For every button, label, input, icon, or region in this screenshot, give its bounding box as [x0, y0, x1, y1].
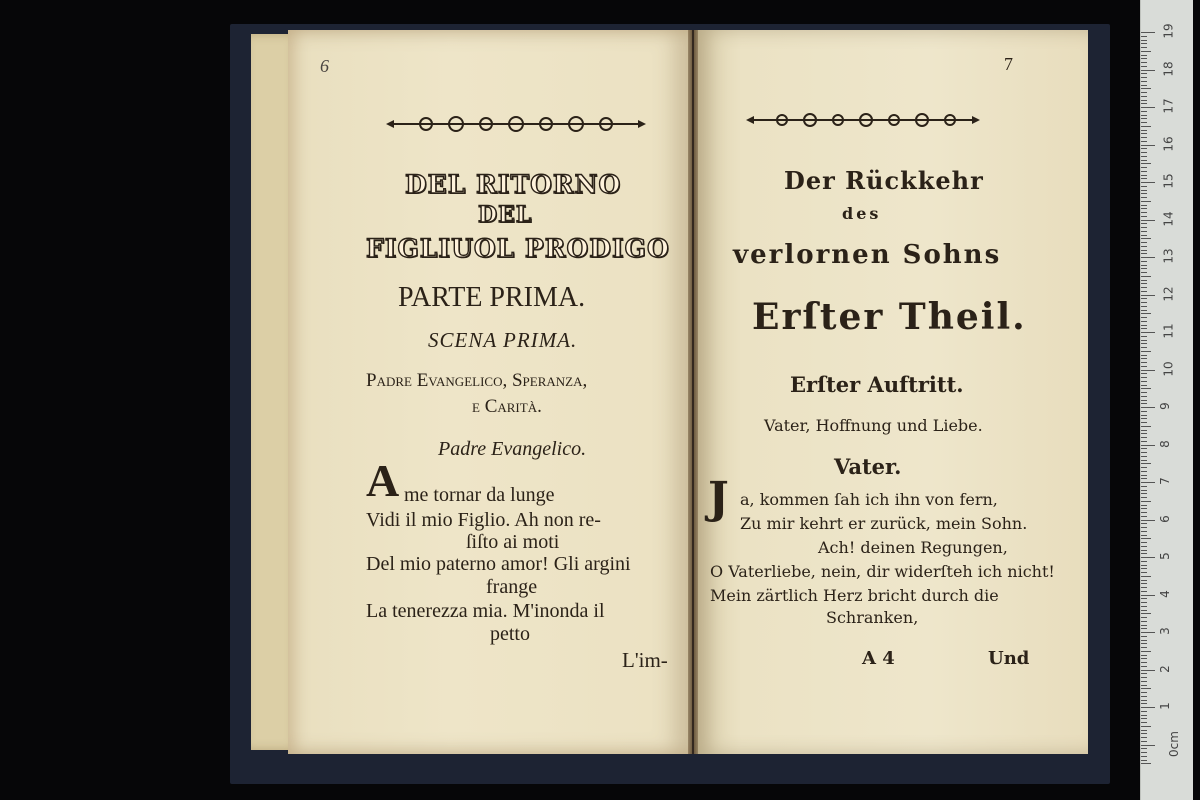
- ruler-tick: [1141, 205, 1147, 206]
- ruler-tick: [1141, 640, 1147, 641]
- ruler-tick: [1141, 36, 1147, 37]
- ruler-tick: [1141, 595, 1155, 596]
- left-title-line2: DEL: [478, 202, 533, 228]
- ruler-tick: [1141, 332, 1155, 333]
- ruler-tick: [1141, 377, 1147, 378]
- ruler-tick: [1141, 621, 1147, 622]
- ruler-tick: [1141, 673, 1147, 674]
- ruler-tick: [1141, 568, 1147, 569]
- ruler-tick: [1141, 756, 1147, 757]
- ruler-tick: [1141, 70, 1155, 71]
- ruler-number: 1: [1157, 702, 1172, 710]
- ruler-tick: [1141, 310, 1147, 311]
- ruler-tick: [1141, 651, 1151, 652]
- ruler-tick: [1141, 276, 1151, 277]
- ruler-tick: [1141, 655, 1147, 656]
- ruler-tick: [1141, 347, 1147, 348]
- ruler-tick: [1141, 677, 1147, 678]
- right-title-line3: verlornen Sohns: [733, 240, 1002, 270]
- ruler-tick: [1141, 535, 1147, 536]
- ruler-tick: [1141, 463, 1151, 464]
- ruler-tick: [1141, 175, 1147, 176]
- ruler-tick: [1141, 583, 1147, 584]
- ruler-tick: [1141, 148, 1147, 149]
- ruler-tick: [1141, 396, 1147, 397]
- ruler-tick: [1141, 591, 1147, 592]
- ruler-tick: [1141, 715, 1147, 716]
- right-verse-line: Schranken,: [826, 608, 919, 627]
- ruler-tick: [1141, 688, 1151, 689]
- ruler-tick: [1141, 358, 1147, 359]
- right-characters: Vater, Hoffnung und Liebe.: [764, 416, 983, 435]
- ruler-tick: [1141, 156, 1147, 157]
- ruler-tick: [1141, 321, 1147, 322]
- ruler-number: 13: [1161, 248, 1176, 264]
- ruler-tick: [1141, 55, 1147, 56]
- ruler-tick: [1141, 58, 1147, 59]
- ruler-tick: [1141, 141, 1147, 142]
- ruler-tick: [1141, 512, 1147, 513]
- ruler-tick: [1141, 550, 1147, 551]
- ruler-tick: [1141, 291, 1147, 292]
- ruler-tick: [1141, 336, 1147, 337]
- ruler-tick: [1141, 235, 1147, 236]
- ruler-tick: [1141, 257, 1155, 258]
- ruler-tick: [1141, 137, 1147, 138]
- ruler-tick: [1141, 133, 1147, 134]
- ruler-tick: [1141, 475, 1147, 476]
- ruler-number: 0cm: [1166, 730, 1181, 757]
- right-scene-heading: Erſter Auftritt.: [790, 372, 964, 397]
- right-verse-line: O Vaterliebe, nein, dir widerſteh ich nicht!: [710, 562, 1055, 581]
- left-title-line1: DEL RITORNO: [405, 170, 622, 199]
- ruler-tick: [1141, 505, 1147, 506]
- ruler-tick: [1141, 362, 1147, 363]
- ruler-number: 15: [1161, 173, 1176, 189]
- ruler-tick: [1141, 197, 1147, 198]
- ruler-tick: [1141, 81, 1147, 82]
- ruler-number: 3: [1157, 627, 1172, 635]
- ruler-tick: [1141, 115, 1147, 116]
- ruler-tick: [1141, 422, 1147, 423]
- ruler-tick: [1141, 580, 1147, 581]
- ruler-tick: [1141, 208, 1147, 209]
- ruler-tick: [1141, 302, 1147, 303]
- ruler-tick: [1141, 538, 1151, 539]
- ruler-tick: [1141, 227, 1147, 228]
- ruler-tick: [1141, 527, 1147, 528]
- ruler-tick: [1141, 295, 1155, 296]
- ruler-tick: [1141, 516, 1147, 517]
- ruler-tick: [1141, 201, 1151, 202]
- ruler-tick: [1141, 92, 1147, 93]
- ruler-tick: [1141, 403, 1147, 404]
- ruler-number: 7: [1157, 477, 1172, 485]
- left-title-line3: FIGLIUOL PRODIGO: [366, 234, 670, 263]
- ruler-tick: [1141, 261, 1147, 262]
- ruler-tick: [1141, 32, 1155, 33]
- right-title-line1: Der Rückkehr: [784, 166, 984, 195]
- ruler-tick: [1141, 730, 1147, 731]
- left-catchword: L'im-: [622, 648, 668, 672]
- left-verse-line: Vidi il mio Figlio. Ah non re-: [366, 509, 601, 531]
- ruler-tick: [1141, 107, 1155, 108]
- ruler-tick: [1141, 373, 1147, 374]
- ruler-tick: [1141, 283, 1147, 284]
- ruler-number: 6: [1157, 514, 1172, 523]
- ruler-tick: [1141, 317, 1147, 318]
- ruler-tick: [1141, 130, 1147, 131]
- ruler-tick: [1141, 711, 1147, 712]
- ruler-tick: [1141, 643, 1147, 644]
- ruler-tick: [1141, 96, 1147, 97]
- ruler-tick: [1141, 703, 1147, 704]
- ruler-tick: [1141, 437, 1147, 438]
- ruler-tick: [1141, 542, 1147, 543]
- ruler-tick: [1141, 553, 1147, 554]
- ruler-tick: [1141, 298, 1147, 299]
- ruler-tick: [1141, 602, 1147, 603]
- ruler-tick: [1141, 493, 1147, 494]
- ruler-tick: [1141, 388, 1151, 389]
- ruler-tick: [1141, 306, 1147, 307]
- ruler-tick: [1141, 178, 1147, 179]
- ruler-tick: [1141, 407, 1155, 408]
- ruler-tick: [1141, 658, 1147, 659]
- ruler-tick: [1141, 381, 1147, 382]
- ruler-tick: [1141, 632, 1155, 633]
- ruler-number: 16: [1161, 135, 1176, 152]
- ruler-tick: [1141, 471, 1147, 472]
- ruler-tick: [1141, 733, 1147, 734]
- ruler-tick: [1141, 328, 1147, 329]
- ruler-tick: [1141, 647, 1147, 648]
- ruler-tick: [1141, 741, 1147, 742]
- ruler-tick: [1141, 216, 1147, 217]
- book-gutter: [688, 30, 698, 754]
- ruler-tick: [1141, 456, 1147, 457]
- ruler-tick: [1141, 77, 1147, 78]
- left-verse-line: La tenerezza mia. M'inonda il: [366, 600, 605, 622]
- right-verse-line: Ach! deinen Regungen,: [818, 538, 1008, 557]
- ruler-tick: [1141, 88, 1151, 89]
- ruler-tick: [1141, 313, 1151, 314]
- ruler-tick: [1141, 152, 1147, 153]
- ruler-tick: [1141, 681, 1147, 682]
- ruler-tick: [1141, 370, 1155, 371]
- ruler-tick: [1141, 606, 1147, 607]
- ruler-tick: [1141, 598, 1147, 599]
- ruler-tick: [1141, 100, 1147, 101]
- ruler-tick: [1141, 163, 1151, 164]
- ruler-tick: [1141, 726, 1151, 727]
- ruler-number: 17: [1161, 98, 1176, 114]
- ruler-tick: [1141, 167, 1147, 168]
- ruler-tick: [1141, 43, 1147, 44]
- ruler-tick: [1141, 557, 1155, 558]
- left-verse-line: ſiſto ai moti: [466, 531, 560, 553]
- left-verse-line: me tornar da lunge: [404, 484, 555, 506]
- ruler-tick: [1141, 572, 1147, 573]
- ruler-tick: [1141, 190, 1147, 191]
- ruler-tick: [1141, 126, 1151, 127]
- ruler-tick: [1141, 51, 1151, 52]
- right-catchword: Und: [988, 648, 1030, 669]
- ruler-tick: [1141, 696, 1147, 697]
- right-ornament-icon: [746, 108, 980, 132]
- ruler-tick: [1141, 340, 1147, 341]
- ruler-tick: [1141, 448, 1147, 449]
- ruler-tick: [1141, 325, 1147, 326]
- ruler-tick: [1141, 700, 1147, 701]
- ruler-tick: [1141, 662, 1147, 663]
- left-verse-line: petto: [490, 623, 530, 645]
- ruler-tick: [1141, 497, 1147, 498]
- ruler-tick: [1141, 636, 1147, 637]
- right-verse-line: Zu mir kehrt er zurück, mein Sohn.: [740, 514, 1028, 533]
- ruler-tick: [1141, 441, 1147, 442]
- ruler-tick: [1141, 212, 1147, 213]
- ruler-tick: [1141, 193, 1147, 194]
- ruler-tick: [1141, 171, 1147, 172]
- ruler-tick: [1141, 111, 1147, 112]
- ruler-number: 19: [1161, 23, 1176, 39]
- ruler-tick: [1141, 445, 1155, 446]
- left-scene-heading: SCENA PRIMA.: [428, 328, 578, 352]
- ruler-tick: [1141, 265, 1147, 266]
- left-characters-line2: e Carità.: [472, 396, 542, 417]
- ruler-tick: [1141, 160, 1147, 161]
- ruler-tick: [1141, 666, 1147, 667]
- ruler-tick: [1141, 103, 1147, 104]
- ruler-tick: [1141, 587, 1147, 588]
- ruler-tick: [1141, 392, 1147, 393]
- ruler-number: 4: [1157, 589, 1172, 598]
- ruler-tick: [1141, 482, 1155, 483]
- left-drop-cap: A: [366, 455, 400, 506]
- ruler-tick: [1141, 385, 1147, 386]
- ruler-tick: [1141, 366, 1147, 367]
- left-verse-line: Del mio paterno amor! Gli argini: [366, 553, 631, 575]
- ruler-tick: [1141, 343, 1147, 344]
- ruler-tick: [1141, 617, 1147, 618]
- ruler-tick: [1141, 745, 1155, 746]
- ruler-tick: [1141, 242, 1147, 243]
- ruler-tick: [1141, 250, 1147, 251]
- ruler-tick: [1141, 718, 1147, 719]
- ruler-tick: [1141, 707, 1155, 708]
- ruler-tick: [1141, 47, 1147, 48]
- ruler-number: 2: [1157, 664, 1172, 673]
- ruler-tick: [1141, 490, 1147, 491]
- ruler-number: 11: [1161, 323, 1176, 339]
- ruler-tick: [1141, 253, 1147, 254]
- right-page-number: 7: [1004, 54, 1013, 74]
- ruler-tick: [1141, 231, 1147, 232]
- right-verse-line: a, kommen ſah ich ihn von fern,: [740, 490, 998, 509]
- ruler-tick: [1141, 145, 1155, 146]
- ruler-number: 10: [1161, 360, 1176, 377]
- ruler-tick: [1141, 400, 1147, 401]
- ruler-tick: [1141, 508, 1147, 509]
- ruler-tick: [1141, 760, 1147, 761]
- ruler-tick: [1141, 565, 1147, 566]
- ruler-tick: [1141, 415, 1147, 416]
- ruler-tick: [1141, 561, 1147, 562]
- ruler-tick: [1141, 418, 1147, 419]
- ruler-tick: [1141, 85, 1147, 86]
- left-page-number: 6: [320, 56, 329, 76]
- ruler-tick: [1141, 426, 1151, 427]
- left-part-heading: PARTE PRIMA.: [398, 282, 586, 313]
- ruler-tick: [1141, 122, 1147, 123]
- ruler-tick: [1141, 118, 1147, 119]
- right-title-line2: des: [842, 204, 882, 223]
- ruler-tick: [1141, 486, 1147, 487]
- ruler-number: 18: [1161, 60, 1176, 77]
- ruler-tick: [1141, 752, 1147, 753]
- ruler-tick: [1141, 246, 1147, 247]
- ruler-tick: [1141, 628, 1147, 629]
- ruler-tick: [1141, 467, 1147, 468]
- ruler-tick: [1141, 430, 1147, 431]
- right-verse-line: Mein zärtlich Herz bricht durch die: [710, 586, 999, 605]
- ruler-tick: [1141, 692, 1147, 693]
- ruler-tick: [1141, 523, 1147, 524]
- ruler-tick: [1141, 531, 1147, 532]
- ruler-tick: [1141, 66, 1147, 67]
- ruler-tick: [1141, 355, 1147, 356]
- right-signature-mark: A 4: [862, 648, 895, 669]
- left-ornament-icon: [386, 112, 646, 136]
- ruler-tick: [1141, 685, 1147, 686]
- left-verse-line: frange: [486, 576, 538, 598]
- ruler-tick: [1141, 268, 1147, 269]
- ruler-tick: [1141, 223, 1147, 224]
- ruler-tick: [1141, 411, 1147, 412]
- ruler-tick: [1141, 722, 1147, 723]
- ruler-number: 12: [1161, 285, 1176, 302]
- ruler-number: 9: [1157, 402, 1172, 410]
- ruler-tick: [1141, 220, 1155, 221]
- ruler-tick: [1141, 452, 1147, 453]
- ruler-tick: [1141, 670, 1155, 671]
- ruler-number: 8: [1157, 439, 1172, 448]
- right-part-heading: Erſter Theil.: [752, 296, 1027, 338]
- ruler-tick: [1141, 478, 1147, 479]
- ruler-tick: [1141, 610, 1147, 611]
- ruler-tick: [1141, 763, 1151, 764]
- ruler-tick: [1141, 748, 1147, 749]
- ruler-tick: [1141, 613, 1151, 614]
- ruler-tick: [1141, 576, 1151, 577]
- ruler-tick: [1141, 182, 1155, 183]
- ruler-number: 5: [1157, 552, 1172, 560]
- ruler-tick: [1141, 73, 1147, 74]
- ruler-tick: [1141, 520, 1155, 521]
- ruler-tick: [1141, 351, 1151, 352]
- ruler-tick: [1141, 272, 1147, 273]
- ruler-tick: [1141, 62, 1147, 63]
- ruler-tick: [1141, 625, 1147, 626]
- measuring-ruler: [1140, 0, 1193, 800]
- right-speaker: Vater.: [834, 454, 902, 479]
- ruler-tick: [1141, 433, 1147, 434]
- ruler-tick: [1141, 40, 1147, 41]
- ruler-tick: [1141, 186, 1147, 187]
- ruler-tick: [1141, 546, 1147, 547]
- right-drop-cap: J: [708, 473, 729, 524]
- ruler-tick: [1141, 238, 1151, 239]
- ruler-tick: [1141, 280, 1147, 281]
- ruler-tick: [1141, 460, 1147, 461]
- left-characters-line1: Padre Evangelico, Speranza,: [366, 370, 588, 391]
- ruler-tick: [1141, 501, 1151, 502]
- ruler-number: 14: [1161, 210, 1176, 227]
- ruler-tick: [1141, 737, 1147, 738]
- left-speaker: Padre Evangelico.: [438, 438, 587, 460]
- ruler-tick: [1141, 287, 1147, 288]
